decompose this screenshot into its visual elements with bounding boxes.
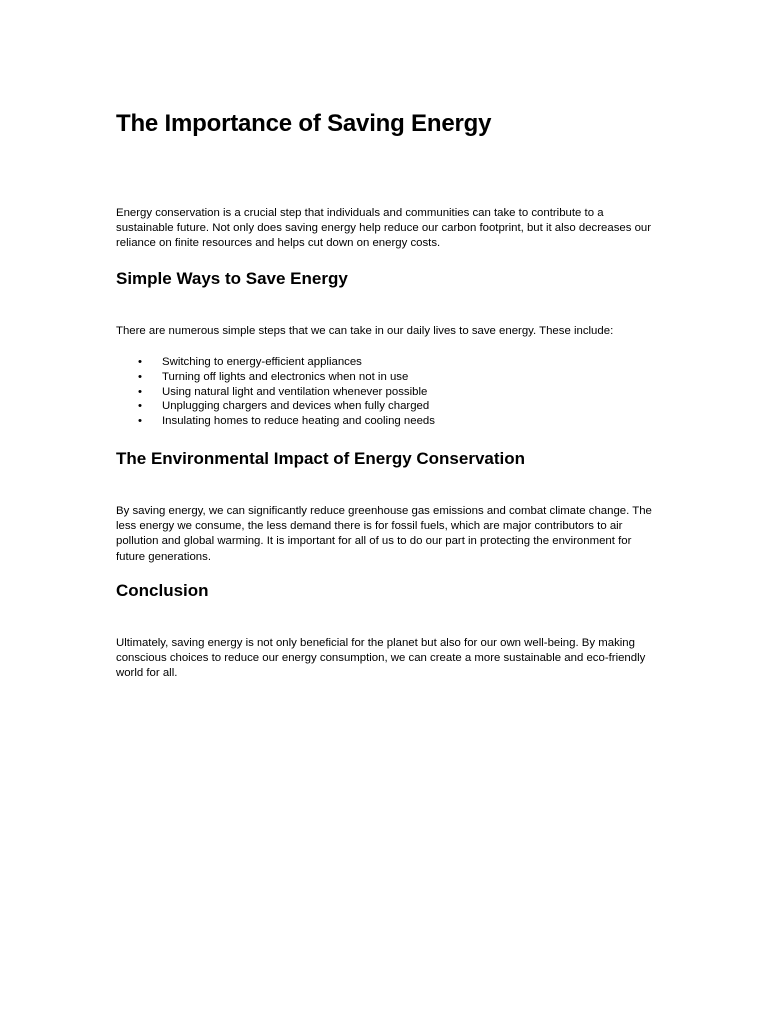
bullet-icon: • xyxy=(138,370,142,383)
list-item xyxy=(116,399,435,414)
section-body-conclusion: Ultimately, saving energy is not only beneficial for the planet but also for our own well-being. By making conscious choices to reduce our energy consumption, we can create a more sustainable and eco-friendly world for all. xyxy=(116,637,646,680)
bullet-icon: • xyxy=(138,356,142,368)
list-item-text: Switching to energy-efficient appliances xyxy=(162,356,362,368)
section-heading-conclusion: Conclusion xyxy=(116,581,209,600)
section-body-simple-ways: There are numerous simple steps that we can take in our daily lives to save energy. These include: xyxy=(116,325,614,337)
section-heading-environmental-impact: The Environmental Impact of Energy Conservation xyxy=(116,449,526,468)
section-body-environmental-impact: By saving energy, we can significantly reduce greenhouse gas emissions and combat climate change. The less energy we consume, the less demand there is for fossil fuels, which are major contributors to air pollution and global warming. It is important for all of us to do our part in protecting the environment for future generations. xyxy=(116,505,652,563)
energy-tips-list xyxy=(116,355,435,429)
list-item-text: Using natural light and ventilation whenever possible xyxy=(162,385,428,398)
bullet-icon: • xyxy=(138,415,142,428)
list-item xyxy=(116,385,435,400)
list-item xyxy=(116,355,435,370)
list-item-text: Insulating homes to reduce heating and cooling needs xyxy=(162,415,435,428)
list-item-text: Unplugging chargers and devices when fully charged xyxy=(162,400,430,413)
section-heading-simple-ways: Simple Ways to Save Energy xyxy=(116,269,348,288)
list-item xyxy=(116,414,435,429)
bullet-icon: • xyxy=(138,400,142,413)
bullet-icon: • xyxy=(138,385,142,398)
intro-paragraph: Energy conservation is a crucial step that individuals and communities can take to contribute to a sustainable future. Not only does saving energy help reduce our carbon footprint, but it also decreases our reliance on finite resources and helps cut down on energy costs. xyxy=(116,207,652,250)
document-title: The Importance of Saving Energy xyxy=(116,110,492,137)
list-item-text: Turning off lights and electronics when not in use xyxy=(162,370,409,383)
list-item xyxy=(116,370,435,385)
